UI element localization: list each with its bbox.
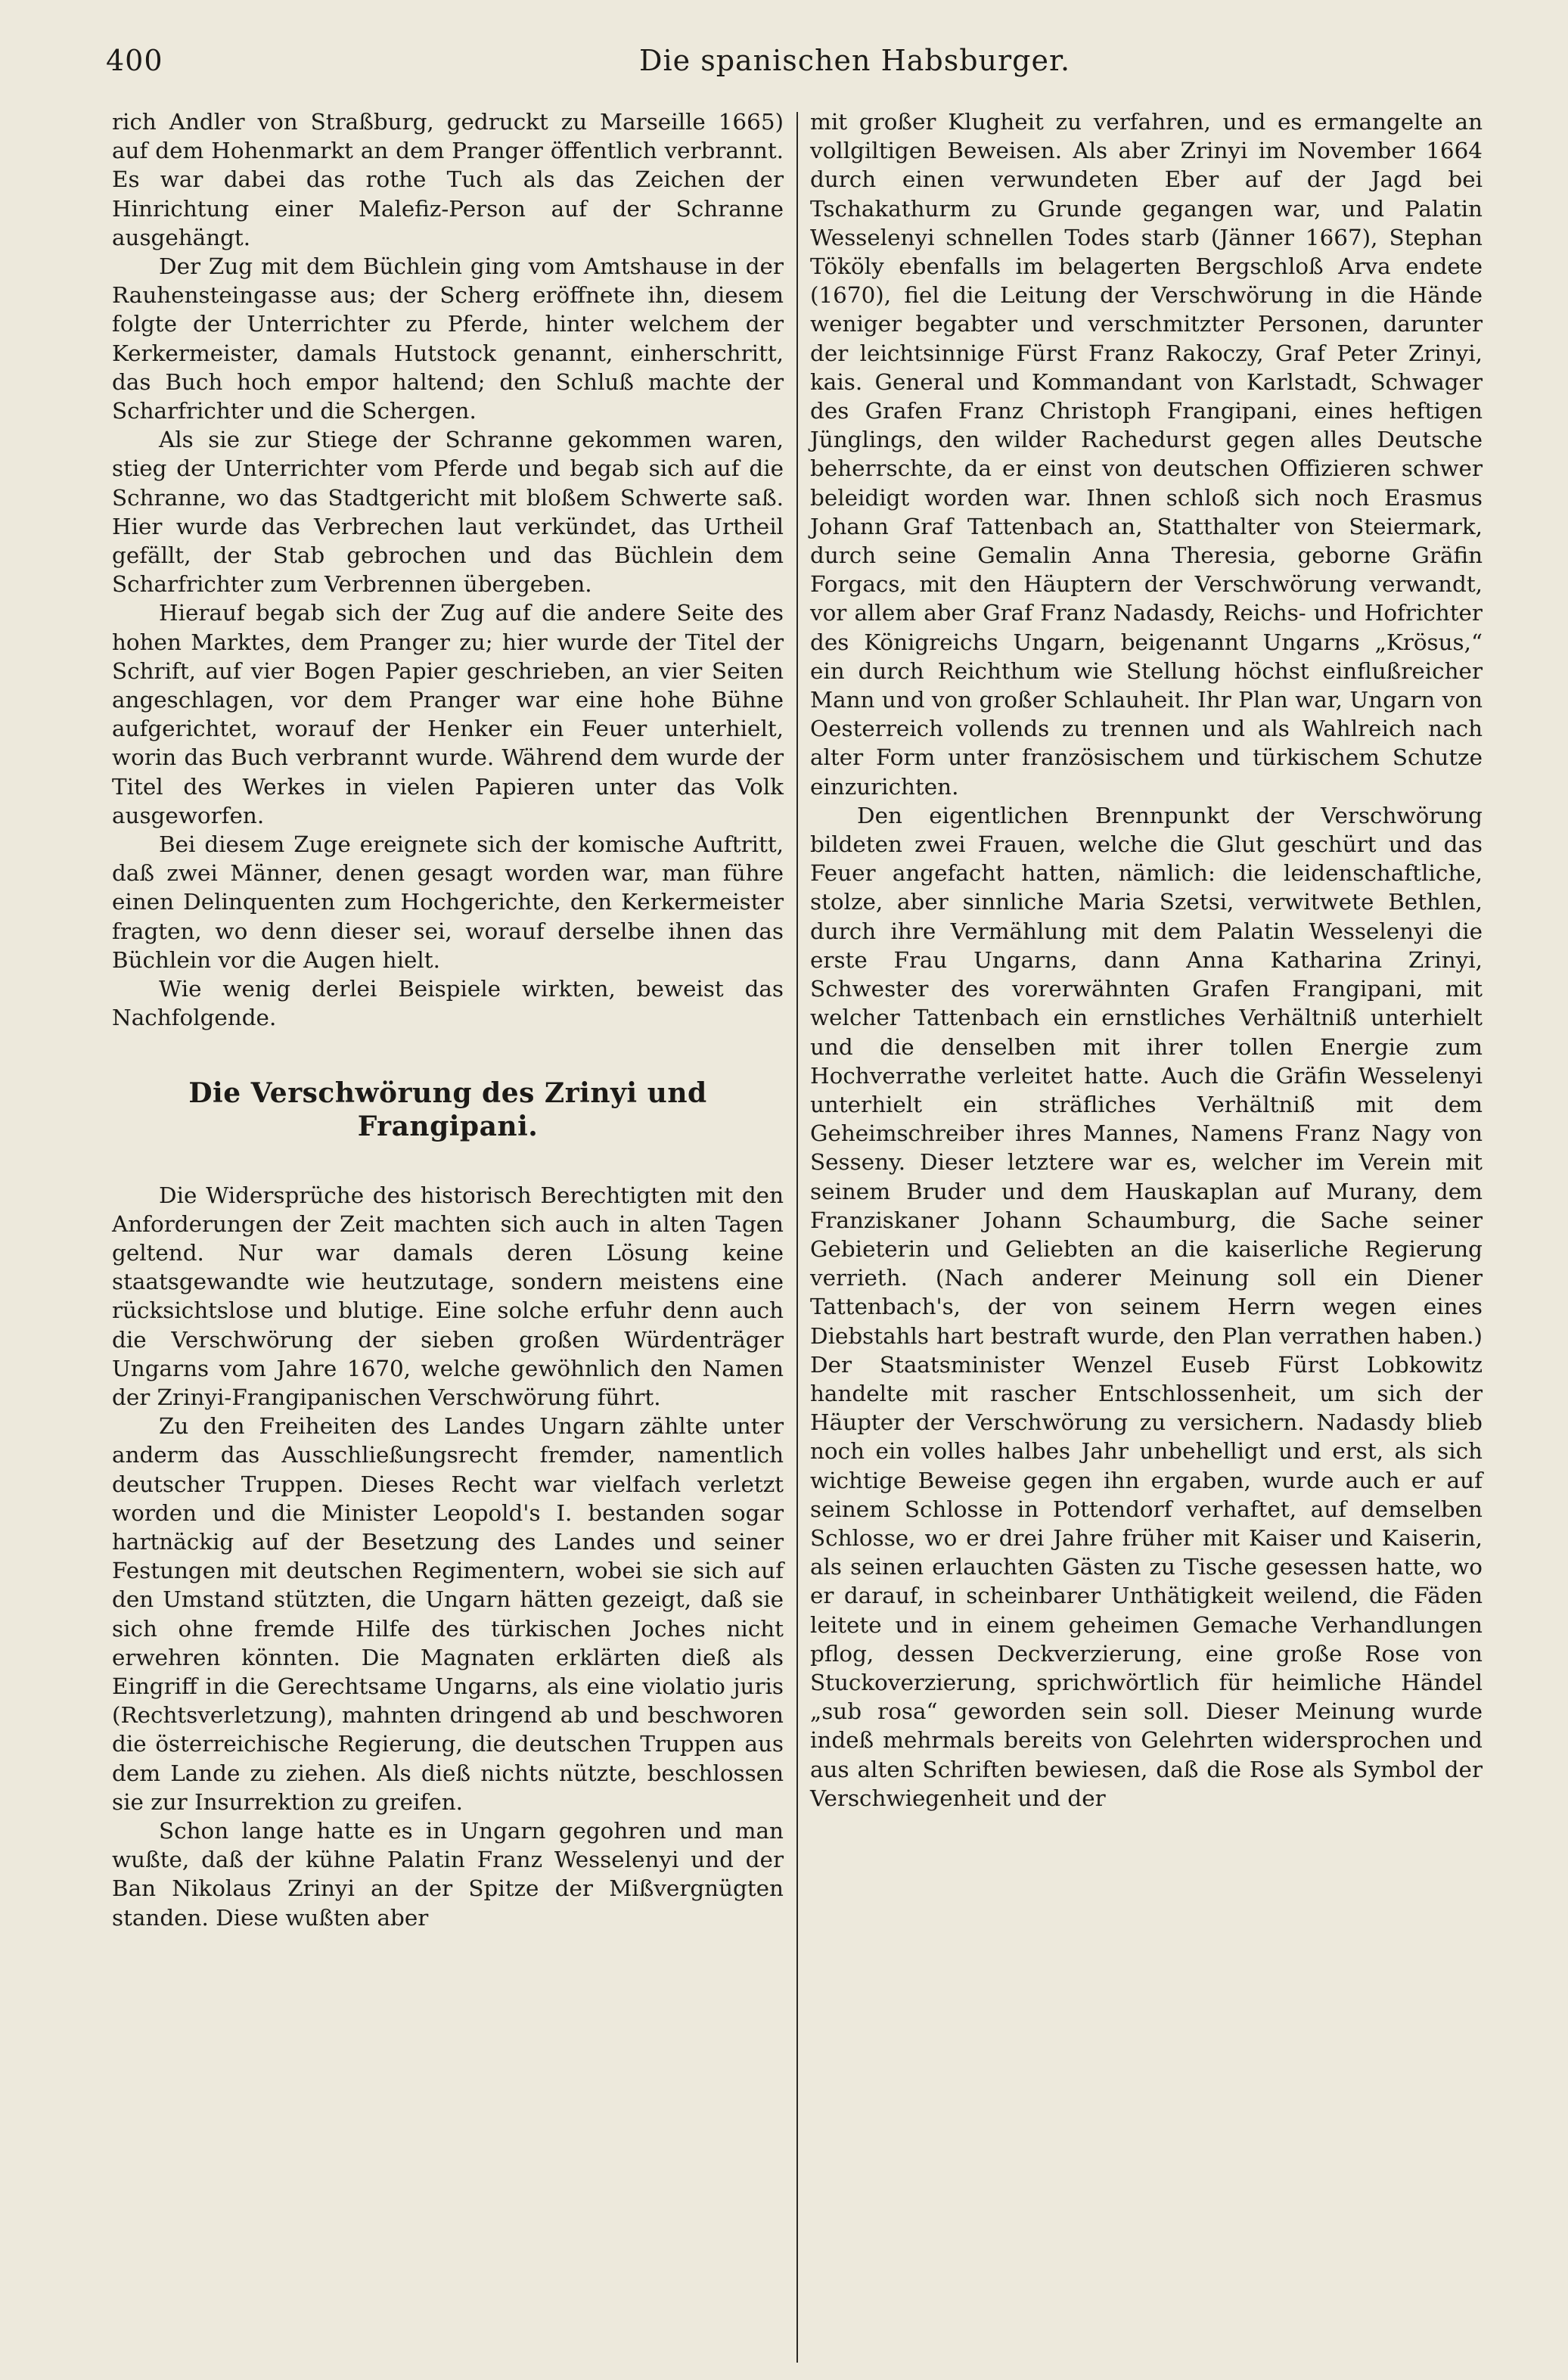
paragraph: Als sie zur Stiege der Schranne gekommen waren, stieg der Unterrichter vom Pferde und begab sich auf die Schranne, wo das Stadtgericht mit bloßem Schwerte saß. Hier wurde das Verbrechen laut verkündet, das Urtheil gefällt, der Stab gebrochen und das Büchlein dem Scharfrichter zum Verbrennen übergeben.	[112, 427, 784, 598]
page-header	[106, 44, 1490, 89]
section-title: Die Verschwörung des Zrinyi und Frangipani.	[188, 1077, 707, 1142]
paragraph: Der Zug mit dem Büchlein ging vom Amtshause in der Rauhensteingasse aus; der Scherg eröffnete ihn, diesem folgte der Unterrichter zu Pferde, hinter welchem der Kerkermeister, damals Hutstock genannt, einherschritt, das Buch hoch empor haltend; den Schluß machte der Scharfrichter und die Schergen.	[112, 253, 784, 424]
paragraph: Hierauf begab sich der Zug auf die andere Seite des hohen Marktes, dem Pranger zu; hier wurde der Titel der Schrift, auf vier Bogen Papier geschrieben, an vier Seiten angeschlagen, vor dem Pranger war eine hohe Bühne aufgerichtet, worauf der Henker ein Feuer unterhielt, worin das Buch verbrannt wurde. Während dem wurde der Titel des Werkes in vielen Papieren unter das Volk ausgeworfen.	[112, 600, 784, 828]
right-column	[810, 107, 1483, 1813]
paragraph: Den eigentlichen Brennpunkt der Verschwörung bildeten zwei Frauen, welche die Glut geschürt und das Feuer angefacht hatten, nämlich: die leidenschaftliche, stolze, aber sinnliche Maria Szetsi, verwitwete Bethlen, durch ihre Vermählung mit dem Palatin Wesselenyi die erste Frau Ungarns, dann Anna Katharina Zrinyi, Schwester des vorerwähnten Grafen Frangipani, mit welcher Tattenbach ein ernstliches Verhältniß unterhielt und die denselben mit ihrer tollen Energie zum Hochverrathe verleitet hatte. Auch die Gräfin Wesselenyi unterhielt ein sträfliches Verhältniß mit dem Geheimschreiber ihres Mannes, Namens Franz Nagy von Sesseny. Dieser letztere war es, welcher im Verein mit seinem Bruder und dem Hauskaplan auf Murany, dem Franziskaner Johann Schaumburg, die Sache seiner Gebieterin und Geliebten an die kaiserliche Regierung verrieth. (Nach anderer Meinung soll ein Diener Tattenbach's, der von seinem Herrn wegen eines Diebstahls hart bestraft wurde, den Plan verrathen haben.) Der Staatsminister Wenzel Euseb Fürst Lobkowitz handelte mit rascher Entschlossenheit, um sich der Häupter der Verschwörung zu versichern. Nadasdy blieb noch ein volles halbes Jahr unbehelligt und erst, als sich wichtige Beweise gegen ihn ergaben, wurde auch er auf seinem Schlosse in Pottendorf verhaftet, auf demselben Schlosse, wo er drei Jahre früher mit Kaiser und Kaiserin, als seinen erlauchten Gästen zu Tische gesessen hatte, wo er darauf, in scheinbarer Unthätigkeit weilend, die Fäden leitete und in einem geheimen Gemache Verhandlungen pflog, dessen Deckverzierung, eine große Rose von Stuckoverzierung, sprichwörtlich für heimliche Händel „sub rosa“ geworden sein soll. Dieser Meinung wurde indeß mehrmals bereits von Gelehrten widersprochen und aus alten Schriften bewiesen, daß die Rose als Symbol der Verschwiegenheit und der	[810, 802, 1483, 1811]
paragraph: Schon lange hatte es in Ungarn gegohren und man wußte, daß der kühne Palatin Franz Wesselenyi und der Ban Nikolaus Zrinyi an der Spitze der Mißvergnügten standen. Diese wußten aber	[112, 1817, 784, 1931]
column-divider	[796, 112, 798, 2363]
page-number: 400	[106, 44, 163, 77]
left-column	[112, 107, 784, 1932]
paragraph: Bei diesem Zuge ereignete sich der komische Auftritt, daß zwei Männer, denen gesagt worden war, man führe einen Delinquenten zum Hochgerichte, den Kerkermeister fragten, wo denn dieser sei, worauf derselbe ihnen das Büchlein vor die Augen hielt.	[112, 831, 784, 973]
paragraph: Die Widersprüche des historisch Berechtigten mit den Anforderungen der Zeit machten sich auch in alten Tagen geltend. Nur war damals deren Lösung keine staatsgewandte wie heutzutage, sondern meistens eine rücksichtslose und blutige. Eine solche erfuhr denn auch die Verschwörung der sieben großen Würdenträger Ungarns vom Jahre 1670, welche gewöhnlich den Namen der Zrinyi-Frangipanischen Verschwörung führt.	[112, 1182, 784, 1410]
running-title: Die spanischen Habsburger.	[639, 44, 1071, 77]
paragraph: mit großer Klugheit zu verfahren, und es ermangelte an vollgiltigen Beweisen. Als aber Zrinyi im November 1664 durch einen verwundeten Eber auf der Jagd bei Tschakathurm zu Grunde gegangen war, und Palatin Wesselenyi schnellen Todes starb (Jänner 1667), Stephan Tököly ebenfalls im belagerten Bergschloß Arva endete (1670), fiel die Leitung der Verschwörung in die Hände weniger begabter und verschmitzter Personen, darunter der leichtsinnige Fürst Franz Rakoczy, Graf Peter Zrinyi, kais. General und Kommandant von Karlstadt, Schwager des Grafen Franz Christoph Frangipani, eines heftigen Jünglings, den wilder Rachedurst gegen alles Deutsche beherrschte, da er einst von deutschen Offizieren schwer beleidigt worden war. Ihnen schloß sich noch Erasmus Johann Graf Tattenbach an, Statthalter von Steiermark, durch seine Gemalin Anna Theresia, geborne Gräfin Forgacs, mit den Häuptern der Verschwörung verwandt, vor allem aber Graf Franz Nadasdy, Reichs- und Hofrichter des Königreichs Ungarn, beigenannt Ungarns „Krösus,“ ein durch Reichthum wie Stellung höchst einflußreicher Mann und von großer Schlauheit. Ihr Plan war, Ungarn von Oesterreich vollends zu trennen und als Wahlreich nach alter Form unter französischem und türkischem Schutze einzurichten.	[810, 109, 1483, 800]
paragraph: Wie wenig derlei Beispiele wirkten, beweist das Nachfolgende.	[112, 976, 784, 1031]
paragraph: Zu den Freiheiten des Landes Ungarn zählte unter anderm das Ausschließungsrecht fremder, namentlich deutscher Truppen. Dieses Recht war vielfach verletzt worden und die Minister Leopold's I. bestanden sogar hartnäckig auf der Besetzung des Landes und seiner Festungen mit deutschen Regimentern, wobei sie sich auf den Umstand stützten, die Ungarn hätten gezeigt, daß sie sich ohne fremde Hilfe des türkischen Joches nicht erwehren könnten. Die Magnaten erklärten dieß als Eingriff in die Gerechtsame Ungarns, als eine violatio juris (Rechtsverletzung), mahnten dringend ab und beschworen die österreichische Regierung, die deutschen Truppen aus dem Lande zu ziehen. Als dieß nichts nützte, beschlossen sie zur Insurrektion zu greifen.	[112, 1413, 784, 1815]
paragraph: rich Andler von Straßburg, gedruckt zu Marseille 1665) auf dem Hohenmarkt an dem Pranger öffentlich verbrannt. Es war dabei das rothe Tuch als das Zeichen der Hinrichtung einer Malefiz-Person auf der Schranne ausgehängt.	[112, 109, 784, 250]
